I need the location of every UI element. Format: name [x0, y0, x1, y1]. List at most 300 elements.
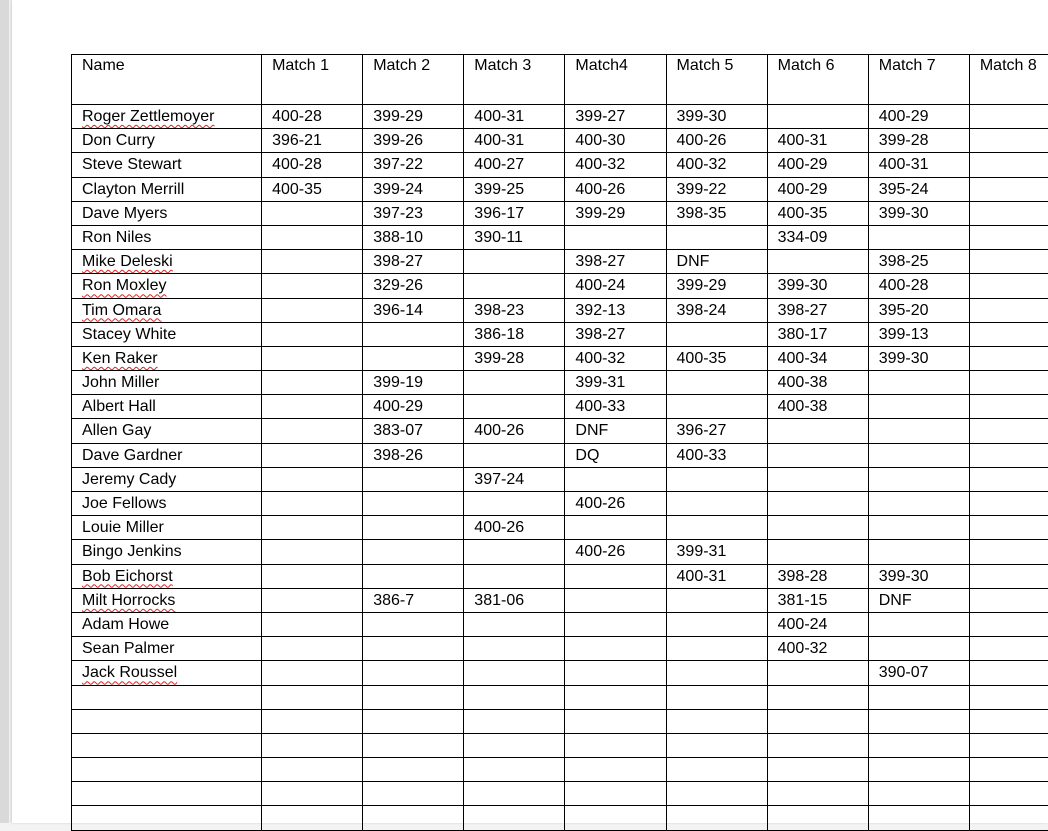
shooter-name-cell[interactable] [72, 782, 262, 806]
match-5-score-cell[interactable] [666, 709, 767, 733]
match-3-score-cell[interactable] [464, 637, 565, 661]
match-3-score-cell[interactable]: 381-06 [464, 588, 565, 612]
match-4-score-cell[interactable] [565, 467, 666, 491]
header-match-7: Match 7 [868, 55, 969, 105]
match-2-score-cell[interactable] [363, 346, 464, 370]
match-5-score-cell[interactable]: 396-27 [666, 419, 767, 443]
match-scores-table [71, 54, 1048, 831]
match-6-score-cell[interactable]: 400-32 [767, 637, 868, 661]
match-8-score-cell[interactable] [969, 588, 1048, 612]
table-row [72, 395, 1048, 419]
match-8-score-cell[interactable] [969, 685, 1048, 709]
shooter-name-cell[interactable] [72, 371, 262, 395]
match-8-score-cell[interactable] [969, 637, 1048, 661]
match-5-score-cell[interactable] [666, 782, 767, 806]
match-2-score-cell[interactable]: 399-29 [363, 105, 464, 129]
match-4-score-cell[interactable] [565, 782, 666, 806]
match-8-score-cell[interactable] [969, 153, 1048, 177]
match-1-score-cell[interactable] [262, 322, 363, 346]
match-3-score-cell[interactable]: 390-11 [464, 225, 565, 249]
match-5-score-cell[interactable]: 398-24 [666, 298, 767, 322]
match-4-score-cell[interactable]: 400-26 [565, 540, 666, 564]
match-5-score-cell[interactable]: 400-26 [666, 129, 767, 153]
match-1-score-cell[interactable] [262, 564, 363, 588]
shooter-name-cell[interactable] [72, 564, 262, 588]
table-row [72, 564, 1048, 588]
table-body [72, 105, 1048, 831]
shooter-name-cell[interactable] [72, 419, 262, 443]
match-8-score-cell[interactable] [969, 492, 1048, 516]
match-2-score-cell[interactable] [363, 612, 464, 636]
shooter-name-cell[interactable] [72, 298, 262, 322]
match-4-score-cell[interactable] [565, 588, 666, 612]
shooter-name-cell[interactable] [72, 492, 262, 516]
table-row [72, 661, 1048, 685]
match-7-score-cell[interactable] [868, 419, 969, 443]
match-6-score-cell[interactable] [767, 758, 868, 782]
match-5-score-cell[interactable] [666, 516, 767, 540]
match-3-score-cell[interactable] [464, 395, 565, 419]
match-4-score-cell[interactable]: 399-29 [565, 201, 666, 225]
match-2-score-cell[interactable] [363, 637, 464, 661]
shooter-name-cell[interactable] [72, 274, 262, 298]
match-8-score-cell[interactable] [969, 516, 1048, 540]
match-5-score-cell[interactable]: 399-30 [666, 105, 767, 129]
match-3-score-cell[interactable]: 400-26 [464, 419, 565, 443]
match-3-score-cell[interactable]: 397-24 [464, 467, 565, 491]
match-1-score-cell[interactable] [262, 733, 363, 757]
match-4-score-cell[interactable]: 400-26 [565, 177, 666, 201]
match-5-score-cell[interactable] [666, 806, 767, 830]
match-1-score-cell[interactable] [262, 588, 363, 612]
match-2-score-cell[interactable] [363, 806, 464, 830]
match-1-score-cell[interactable] [262, 371, 363, 395]
match-5-score-cell[interactable] [666, 225, 767, 249]
match-2-score-cell[interactable] [363, 733, 464, 757]
match-6-score-cell[interactable]: 400-29 [767, 177, 868, 201]
match-6-score-cell[interactable] [767, 709, 868, 733]
match-6-score-cell[interactable] [767, 105, 868, 129]
match-6-score-cell[interactable] [767, 250, 868, 274]
match-4-score-cell[interactable] [565, 661, 666, 685]
match-1-score-cell[interactable] [262, 709, 363, 733]
match-4-score-cell[interactable]: 398-27 [565, 250, 666, 274]
match-5-score-cell[interactable]: 400-32 [666, 153, 767, 177]
shooter-name: Stacey White [82, 326, 176, 343]
match-1-score-cell[interactable] [262, 395, 363, 419]
match-4-score-cell[interactable]: 392-13 [565, 298, 666, 322]
match-7-score-cell[interactable]: 390-07 [868, 661, 969, 685]
match-4-score-cell[interactable]: 400-30 [565, 129, 666, 153]
shooter-name: Tim Omara [82, 302, 161, 319]
match-7-score-cell[interactable] [868, 395, 969, 419]
match-1-score-cell[interactable] [262, 661, 363, 685]
match-7-score-cell[interactable] [868, 492, 969, 516]
match-4-score-cell[interactable]: 400-32 [565, 346, 666, 370]
match-4-score-cell[interactable]: 398-27 [565, 322, 666, 346]
match-5-score-cell[interactable]: 400-31 [666, 564, 767, 588]
match-3-score-cell[interactable]: 400-31 [464, 129, 565, 153]
shooter-name-cell[interactable] [72, 225, 262, 249]
match-7-score-cell[interactable] [868, 685, 969, 709]
shooter-name-cell[interactable] [72, 709, 262, 733]
match-6-score-cell[interactable] [767, 419, 868, 443]
match-7-score-cell[interactable]: 400-31 [868, 153, 969, 177]
match-2-score-cell[interactable]: 399-24 [363, 177, 464, 201]
match-3-score-cell[interactable] [464, 685, 565, 709]
match-8-score-cell[interactable] [969, 540, 1048, 564]
match-2-score-cell[interactable]: 398-26 [363, 443, 464, 467]
match-3-score-cell[interactable] [464, 371, 565, 395]
table-row [72, 540, 1048, 564]
match-8-score-cell[interactable] [969, 250, 1048, 274]
match-7-score-cell[interactable] [868, 709, 969, 733]
match-2-score-cell[interactable] [363, 467, 464, 491]
match-7-score-cell[interactable] [868, 516, 969, 540]
match-4-score-cell[interactable]: 400-32 [565, 153, 666, 177]
document-page[interactable] [12, 0, 1048, 823]
match-2-score-cell[interactable] [363, 758, 464, 782]
match-7-score-cell[interactable]: 399-28 [868, 129, 969, 153]
match-4-score-cell[interactable] [565, 806, 666, 830]
match-2-score-cell[interactable] [363, 564, 464, 588]
match-6-score-cell[interactable] [767, 685, 868, 709]
match-5-score-cell[interactable]: 399-31 [666, 540, 767, 564]
match-6-score-cell[interactable]: 400-38 [767, 395, 868, 419]
match-1-score-cell[interactable] [262, 419, 363, 443]
match-8-score-cell[interactable] [969, 758, 1048, 782]
match-7-score-cell[interactable]: 400-29 [868, 105, 969, 129]
shooter-name-cell[interactable] [72, 346, 262, 370]
match-5-score-cell[interactable]: 398-35 [666, 201, 767, 225]
match-8-score-cell[interactable] [969, 274, 1048, 298]
table-row [72, 298, 1048, 322]
match-1-score-cell[interactable] [262, 298, 363, 322]
match-5-score-cell[interactable] [666, 733, 767, 757]
match-3-score-cell[interactable] [464, 806, 565, 830]
shooter-name-cell[interactable] [72, 250, 262, 274]
match-8-score-cell[interactable] [969, 105, 1048, 129]
shooter-name-cell[interactable] [72, 467, 262, 491]
match-2-score-cell[interactable]: 383-07 [363, 419, 464, 443]
match-4-score-cell[interactable] [565, 225, 666, 249]
match-3-score-cell[interactable] [464, 709, 565, 733]
match-2-score-cell[interactable]: 388-10 [363, 225, 464, 249]
match-6-score-cell[interactable]: 400-34 [767, 346, 868, 370]
match-4-score-cell[interactable] [565, 516, 666, 540]
match-6-score-cell[interactable]: 381-15 [767, 588, 868, 612]
match-1-score-cell[interactable] [262, 467, 363, 491]
match-6-score-cell[interactable] [767, 782, 868, 806]
shooter-name-cell[interactable] [72, 806, 262, 830]
match-3-score-cell[interactable] [464, 540, 565, 564]
table-row [72, 419, 1048, 443]
match-6-score-cell[interactable]: 400-35 [767, 201, 868, 225]
table-row [72, 153, 1048, 177]
shooter-name-cell[interactable] [72, 588, 262, 612]
match-6-score-cell[interactable]: 380-17 [767, 322, 868, 346]
match-2-score-cell[interactable]: 400-29 [363, 395, 464, 419]
match-6-score-cell[interactable]: 398-28 [767, 564, 868, 588]
match-6-score-cell[interactable] [767, 540, 868, 564]
match-8-score-cell[interactable] [969, 564, 1048, 588]
shooter-name: Joe Fellows [82, 495, 166, 512]
shooter-name: Jack Roussel [82, 664, 177, 681]
match-2-score-cell[interactable] [363, 709, 464, 733]
match-1-score-cell[interactable] [262, 250, 363, 274]
match-8-score-cell[interactable] [969, 467, 1048, 491]
match-5-score-cell[interactable] [666, 371, 767, 395]
match-2-score-cell[interactable] [363, 661, 464, 685]
match-8-score-cell[interactable] [969, 395, 1048, 419]
match-6-score-cell[interactable] [767, 806, 868, 830]
match-4-score-cell[interactable] [565, 637, 666, 661]
match-5-score-cell[interactable]: 399-22 [666, 177, 767, 201]
match-8-score-cell[interactable] [969, 782, 1048, 806]
table-row [72, 758, 1048, 782]
match-2-score-cell[interactable] [363, 322, 464, 346]
match-3-score-cell[interactable] [464, 564, 565, 588]
match-2-score-cell[interactable]: 386-7 [363, 588, 464, 612]
match-6-score-cell[interactable]: 334-09 [767, 225, 868, 249]
match-8-score-cell[interactable] [969, 298, 1048, 322]
match-2-score-cell[interactable]: 398-27 [363, 250, 464, 274]
match-8-score-cell[interactable] [969, 612, 1048, 636]
match-2-score-cell[interactable] [363, 685, 464, 709]
match-7-score-cell[interactable] [868, 637, 969, 661]
match-8-score-cell[interactable] [969, 225, 1048, 249]
match-8-score-cell[interactable] [969, 322, 1048, 346]
match-5-score-cell[interactable]: DNF [666, 250, 767, 274]
match-7-score-cell[interactable] [868, 225, 969, 249]
match-5-score-cell[interactable]: 399-29 [666, 274, 767, 298]
match-2-score-cell[interactable]: 329-26 [363, 274, 464, 298]
match-6-score-cell[interactable] [767, 467, 868, 491]
match-7-score-cell[interactable]: 399-13 [868, 322, 969, 346]
match-1-score-cell[interactable]: 400-28 [262, 105, 363, 129]
match-8-score-cell[interactable] [969, 443, 1048, 467]
match-1-score-cell[interactable] [262, 225, 363, 249]
match-1-score-cell[interactable] [262, 758, 363, 782]
match-1-score-cell[interactable]: 396-21 [262, 129, 363, 153]
match-1-score-cell[interactable] [262, 782, 363, 806]
match-8-score-cell[interactable] [969, 346, 1048, 370]
match-3-score-cell[interactable] [464, 443, 565, 467]
match-2-score-cell[interactable]: 397-23 [363, 201, 464, 225]
match-8-score-cell[interactable] [969, 177, 1048, 201]
match-5-score-cell[interactable]: 400-35 [666, 346, 767, 370]
shooter-name-cell[interactable] [72, 201, 262, 225]
match-8-score-cell[interactable] [969, 733, 1048, 757]
match-4-score-cell[interactable] [565, 709, 666, 733]
match-1-score-cell[interactable]: 400-35 [262, 177, 363, 201]
match-4-score-cell[interactable]: 400-33 [565, 395, 666, 419]
shooter-name-cell[interactable] [72, 733, 262, 757]
match-7-score-cell[interactable] [868, 806, 969, 830]
match-3-score-cell[interactable] [464, 492, 565, 516]
match-7-score-cell[interactable]: 398-25 [868, 250, 969, 274]
match-7-score-cell[interactable]: DNF [868, 588, 969, 612]
match-5-score-cell[interactable] [666, 492, 767, 516]
match-8-score-cell[interactable] [969, 201, 1048, 225]
match-1-score-cell[interactable] [262, 346, 363, 370]
match-6-score-cell[interactable] [767, 733, 868, 757]
shooter-name: Milt Horrocks [82, 592, 175, 609]
match-5-score-cell[interactable] [666, 661, 767, 685]
table-row [72, 105, 1048, 129]
match-2-score-cell[interactable]: 397-22 [363, 153, 464, 177]
match-2-score-cell[interactable] [363, 492, 464, 516]
header-match-1: Match 1 [262, 55, 363, 105]
table-row [72, 371, 1048, 395]
match-6-score-cell[interactable]: 400-29 [767, 153, 868, 177]
match-1-score-cell[interactable]: 400-28 [262, 153, 363, 177]
match-4-score-cell[interactable]: 399-31 [565, 371, 666, 395]
shooter-name: Jeremy Cady [82, 471, 176, 488]
table-row [72, 782, 1048, 806]
match-1-score-cell[interactable] [262, 637, 363, 661]
shooter-name-cell[interactable] [72, 612, 262, 636]
match-7-score-cell[interactable]: 400-28 [868, 274, 969, 298]
match-3-score-cell[interactable]: 398-23 [464, 298, 565, 322]
match-5-score-cell[interactable] [666, 467, 767, 491]
match-3-score-cell[interactable] [464, 758, 565, 782]
shooter-name-cell[interactable] [72, 516, 262, 540]
match-2-score-cell[interactable]: 399-19 [363, 371, 464, 395]
match-6-score-cell[interactable]: 399-30 [767, 274, 868, 298]
match-1-score-cell[interactable] [262, 443, 363, 467]
match-3-score-cell[interactable] [464, 782, 565, 806]
match-7-score-cell[interactable] [868, 758, 969, 782]
match-2-score-cell[interactable]: 396-14 [363, 298, 464, 322]
match-7-score-cell[interactable] [868, 467, 969, 491]
shooter-name-cell[interactable] [72, 322, 262, 346]
match-6-score-cell[interactable]: 398-27 [767, 298, 868, 322]
match-3-score-cell[interactable] [464, 661, 565, 685]
match-5-score-cell[interactable] [666, 395, 767, 419]
match-2-score-cell[interactable]: 399-26 [363, 129, 464, 153]
match-4-score-cell[interactable] [565, 733, 666, 757]
match-4-score-cell[interactable]: DQ [565, 443, 666, 467]
match-1-score-cell[interactable] [262, 685, 363, 709]
match-7-score-cell[interactable] [868, 443, 969, 467]
match-5-score-cell[interactable] [666, 322, 767, 346]
match-4-score-cell[interactable]: DNF [565, 419, 666, 443]
match-3-score-cell[interactable] [464, 612, 565, 636]
match-3-score-cell[interactable] [464, 274, 565, 298]
match-7-score-cell[interactable] [868, 612, 969, 636]
match-4-score-cell[interactable] [565, 564, 666, 588]
shooter-name-cell[interactable] [72, 443, 262, 467]
match-6-score-cell[interactable]: 400-24 [767, 612, 868, 636]
match-3-score-cell[interactable] [464, 733, 565, 757]
match-1-score-cell[interactable] [262, 612, 363, 636]
shooter-name: Steve Stewart [82, 156, 182, 173]
shooter-name-cell[interactable] [72, 153, 262, 177]
shooter-name-cell[interactable] [72, 177, 262, 201]
shooter-name-cell[interactable] [72, 637, 262, 661]
table-row [72, 733, 1048, 757]
match-6-score-cell[interactable]: 400-38 [767, 371, 868, 395]
match-6-score-cell[interactable] [767, 516, 868, 540]
shooter-name-cell[interactable] [72, 685, 262, 709]
match-3-score-cell[interactable]: 400-26 [464, 516, 565, 540]
match-6-score-cell[interactable] [767, 443, 868, 467]
match-1-score-cell[interactable] [262, 492, 363, 516]
match-4-score-cell[interactable] [565, 612, 666, 636]
match-5-score-cell[interactable]: 400-33 [666, 443, 767, 467]
match-5-score-cell[interactable] [666, 612, 767, 636]
shooter-name-cell[interactable] [72, 105, 262, 129]
shooter-name: Clayton Merrill [82, 181, 184, 198]
shooter-name-cell[interactable] [72, 395, 262, 419]
match-8-score-cell[interactable] [969, 419, 1048, 443]
shooter-name-cell[interactable] [72, 540, 262, 564]
match-7-score-cell[interactable] [868, 733, 969, 757]
match-3-score-cell[interactable]: 400-31 [464, 105, 565, 129]
match-1-score-cell[interactable] [262, 806, 363, 830]
match-8-score-cell[interactable] [969, 129, 1048, 153]
match-1-score-cell[interactable] [262, 516, 363, 540]
match-6-score-cell[interactable] [767, 492, 868, 516]
match-7-score-cell[interactable] [868, 371, 969, 395]
match-6-score-cell[interactable] [767, 661, 868, 685]
match-3-score-cell[interactable] [464, 250, 565, 274]
match-8-score-cell[interactable] [969, 661, 1048, 685]
match-7-score-cell[interactable]: 399-30 [868, 564, 969, 588]
match-6-score-cell[interactable]: 400-31 [767, 129, 868, 153]
match-7-score-cell[interactable]: 399-30 [868, 346, 969, 370]
match-1-score-cell[interactable] [262, 540, 363, 564]
match-7-score-cell[interactable]: 399-30 [868, 201, 969, 225]
shooter-name-cell[interactable] [72, 758, 262, 782]
match-4-score-cell[interactable] [565, 685, 666, 709]
match-1-score-cell[interactable] [262, 201, 363, 225]
match-4-score-cell[interactable]: 399-27 [565, 105, 666, 129]
match-5-score-cell[interactable] [666, 685, 767, 709]
match-7-score-cell[interactable]: 395-20 [868, 298, 969, 322]
match-3-score-cell[interactable]: 400-27 [464, 153, 565, 177]
match-3-score-cell[interactable]: 396-17 [464, 201, 565, 225]
match-3-score-cell[interactable]: 386-18 [464, 322, 565, 346]
match-7-score-cell[interactable]: 395-24 [868, 177, 969, 201]
match-3-score-cell[interactable]: 399-28 [464, 346, 565, 370]
match-5-score-cell[interactable] [666, 637, 767, 661]
match-3-score-cell[interactable]: 399-25 [464, 177, 565, 201]
match-2-score-cell[interactable] [363, 516, 464, 540]
match-8-score-cell[interactable] [969, 709, 1048, 733]
match-8-score-cell[interactable] [969, 371, 1048, 395]
match-4-score-cell[interactable]: 400-26 [565, 492, 666, 516]
shooter-name-cell[interactable] [72, 129, 262, 153]
shooter-name: Ken Raker [82, 350, 158, 367]
match-4-score-cell[interactable]: 400-24 [565, 274, 666, 298]
header-match-4: Match4 [565, 55, 666, 105]
match-2-score-cell[interactable] [363, 540, 464, 564]
match-5-score-cell[interactable] [666, 758, 767, 782]
match-1-score-cell[interactable] [262, 274, 363, 298]
table-row [72, 612, 1048, 636]
match-4-score-cell[interactable] [565, 758, 666, 782]
match-2-score-cell[interactable] [363, 782, 464, 806]
match-8-score-cell[interactable] [969, 806, 1048, 830]
match-5-score-cell[interactable] [666, 588, 767, 612]
shooter-name-cell[interactable] [72, 661, 262, 685]
match-7-score-cell[interactable] [868, 540, 969, 564]
match-7-score-cell[interactable] [868, 782, 969, 806]
table-row [72, 250, 1048, 274]
table-row [72, 588, 1048, 612]
